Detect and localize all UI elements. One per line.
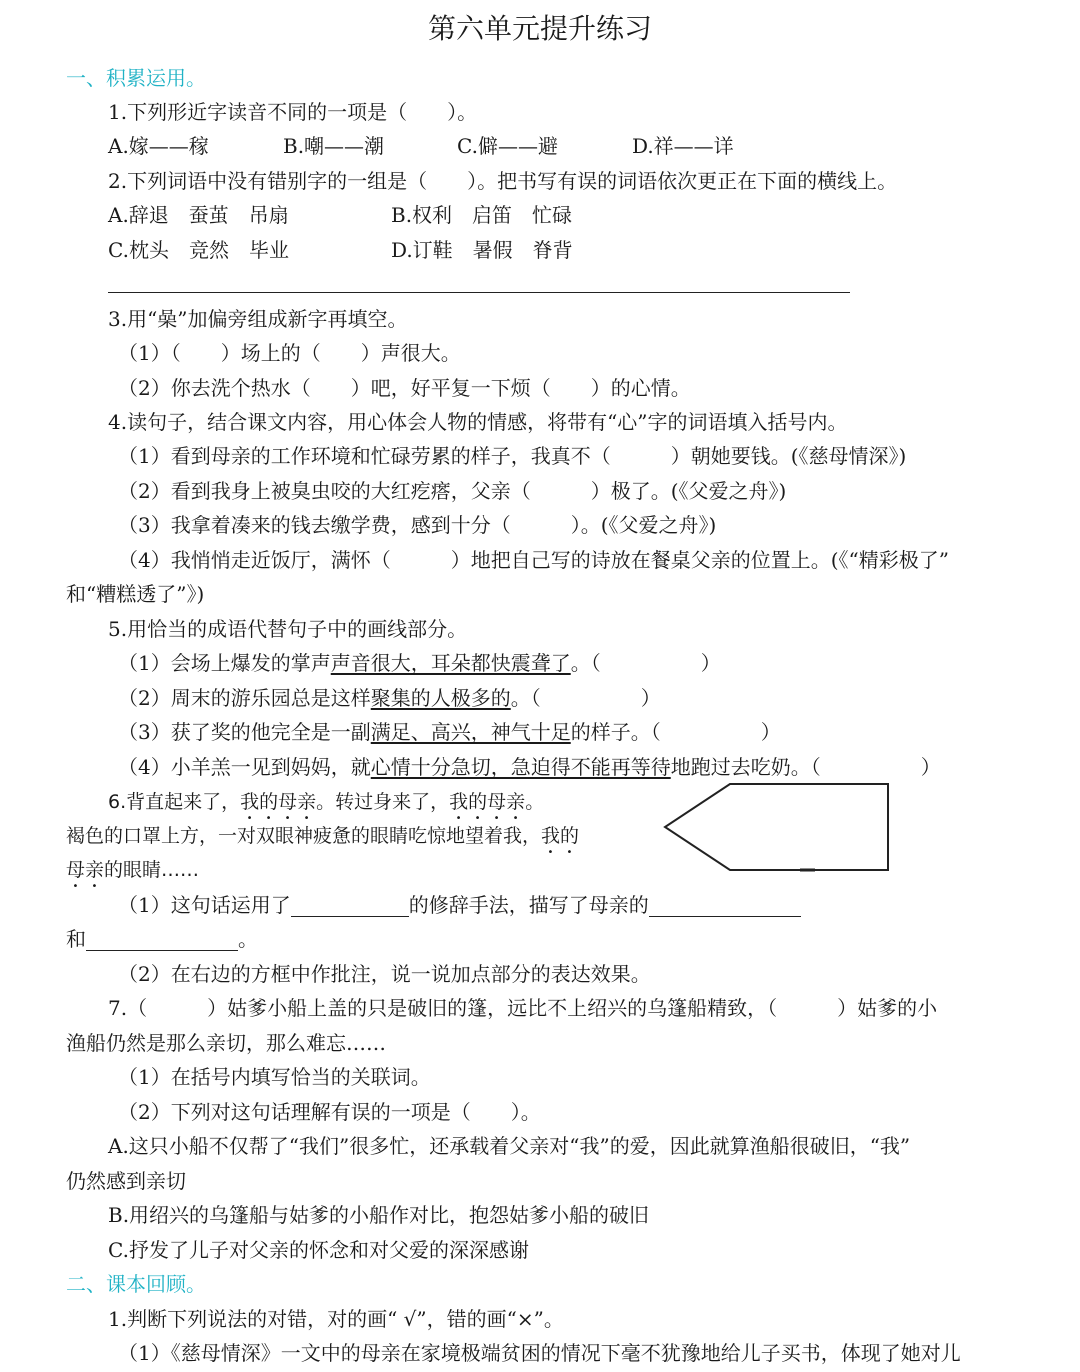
q6-p1-dotted2: 我的母亲	[449, 791, 526, 813]
q4-sub4: （4）我悄悄走近饭厅，满怀（ ）地把自己写的诗放在餐桌父亲的位置上。(《“精彩极了”	[118, 548, 949, 572]
q6-blank-rhetoric[interactable]	[291, 898, 409, 917]
q6-passage-line3	[66, 858, 199, 892]
q4-sub3: （3）我拿着凑来的钱去缴学费，感到十分（ ）。(《父爱之舟》)	[118, 513, 717, 537]
q6-sub1-cont	[66, 927, 258, 951]
q6-sub1-a: （1）这句话运用了	[118, 893, 291, 917]
q7-line1: 7.（ ）姑爹小船上盖的只是破旧的篷，远比不上绍兴的乌篷船精致，（ ）姑爹的小	[108, 996, 938, 1020]
q5-sub4-pre: （4）小羊羔一见到妈妈，就	[118, 755, 371, 779]
q7-option-b: B.用绍兴的乌篷船与姑爹的小船作对比，抱怨姑爹小船的破旧	[108, 1203, 650, 1227]
q5-sub3-post: 的样子。（ ）	[570, 720, 781, 744]
q6-p1-post: 。	[525, 791, 545, 813]
annotation-box[interactable]	[660, 782, 892, 874]
q6-sub1-d: 。	[238, 927, 258, 951]
section-heading-2: 二、课本回顾。	[66, 1272, 206, 1296]
q5-sub3	[118, 720, 781, 744]
q7-line2: 渔船仍然是那么亲切，那么难忘……	[66, 1031, 386, 1055]
q3-sub1: （1）（ ）场上的（ ）声很大。	[118, 341, 461, 365]
q2-option-b: B.权利 启笛 忙碌	[391, 203, 573, 227]
q2-option-d: D.订鞋 暑假 脊背	[391, 238, 573, 262]
q5-sub4-underlined: 心情十分急切，急迫得不能再等待	[370, 755, 671, 779]
r1-sub1: （1）《慈母情深》一文中的母亲在家境极端贫困的情况下毫不犹豫地给儿子买书，体现了她对儿	[118, 1341, 961, 1365]
q6-p2-dotted: 我的	[541, 825, 580, 847]
q6-p1-dotted1: 我的母亲	[240, 791, 317, 813]
q6-p3-post: 的眼睛……	[104, 859, 200, 881]
q5-sub1-post: 。（ ）	[570, 651, 721, 675]
q6-sub1-c: 和	[66, 927, 86, 951]
q6-passage-line2	[66, 824, 579, 858]
q6-p2-pre: 褐色的口罩上方，一对双眼神疲惫的眼睛吃惊地望着我，	[66, 825, 542, 847]
q6-sub1	[118, 893, 801, 917]
annotation-box-outline	[665, 784, 888, 870]
q4-stem: 4.读句子，结合课文内容，用心体会人物的情感，将带有“心”字的词语填入括号内。	[108, 410, 848, 434]
q5-sub3-underlined: 满足、高兴，神气十足	[370, 720, 571, 744]
q1-option-d: D.祥——详	[632, 134, 734, 158]
q1-option-b: B.嘲——潮	[283, 134, 385, 158]
q6-blank-describe2[interactable]	[86, 932, 238, 951]
q6-sub1-b: 的修辞手法，描写了母亲的	[408, 893, 649, 917]
q7-sub2: （2）下列对这句话理解有误的一项是（ ）。	[118, 1100, 541, 1124]
section-heading-1: 一、积累运用。	[66, 66, 206, 90]
q2-option-a: A.辞退 蚕茧 吊扇	[108, 203, 289, 227]
q5-stem: 5.用恰当的成语代替句子中的画线部分。	[108, 617, 468, 641]
q6-sub2: （2）在右边的方框中作批注，说一说加点部分的表达效果。	[118, 962, 651, 986]
q5-sub2-post: 。（ ）	[510, 686, 661, 710]
q5-sub2	[118, 686, 661, 710]
q5-sub2-underlined: 聚集的人极多的	[370, 686, 511, 710]
q7-option-c: C.抒发了儿子对父亲的怀念和对父爱的深深感谢	[108, 1238, 529, 1262]
q1-option-a: A.嫁——稼	[108, 134, 209, 158]
q5-sub3-pre: （3）获了奖的他完全是一副	[118, 720, 371, 744]
q4-sub4-cont: 和“糟糕透了”》)	[66, 582, 205, 606]
q3-stem: 3.用“喿”加偏旁组成新字再填空。	[108, 307, 408, 331]
page-title: 第六单元提升练习	[427, 12, 652, 45]
q6-passage-line1	[108, 790, 544, 824]
q5-sub4-post: 地跑过去吃奶。（ ）	[670, 755, 941, 779]
q3-sub2: （2）你去洗个热水（ ）吧，好平复一下烦（ ）的心情。	[118, 376, 691, 400]
q1-stem: 1.下列形近字读音不同的一项是（ ）。	[108, 100, 478, 124]
q6-blank-describe1[interactable]	[649, 898, 801, 917]
q5-sub1-underlined: 声音很大，耳朵都快震聋了	[330, 651, 571, 675]
q4-sub2: （2）看到我身上被臭虫咬的大红疙瘩，父亲（ ）极了。(《父爱之舟》)	[118, 479, 787, 503]
q2-answer-line[interactable]	[108, 292, 850, 293]
q5-sub1	[118, 651, 721, 675]
q4-sub1: （1）看到母亲的工作环境和忙碌劳累的样子，我真不（ ）朝她要钱。(《慈母情深》)	[118, 444, 907, 468]
q1-option-c: C.僻——避	[457, 134, 558, 158]
q6-p1-pre: 6.背直起来了，	[108, 791, 241, 813]
q2-option-c: C.枕头 竞然 毕业	[108, 238, 289, 262]
q7-option-a: A.这只小船不仅帮了“我们”很多忙，还承载着父亲对“我”的爱，因此就算渔船很破旧，“我”	[108, 1134, 911, 1158]
r1-stem: 1.判断下列说法的对错，对的画“ √”，错的画“×”。	[108, 1307, 564, 1331]
q7-sub1: （1）在括号内填写恰当的关联词。	[118, 1065, 431, 1089]
q6-p3-dotted: 母亲	[66, 859, 105, 881]
q5-sub2-pre: （2）周末的游乐园总是这样	[118, 686, 371, 710]
q5-sub4	[118, 755, 941, 779]
q2-stem: 2.下列词语中没有错别字的一组是（ ）。把书写有误的词语依次更正在下面的横线上。	[108, 169, 898, 193]
q5-sub1-pre: （1）会场上爆发的掌声	[118, 651, 331, 675]
q7-option-a-cont: 仍然感到亲切	[66, 1169, 186, 1193]
q6-p1-mid: 。转过身来了，	[316, 791, 450, 813]
